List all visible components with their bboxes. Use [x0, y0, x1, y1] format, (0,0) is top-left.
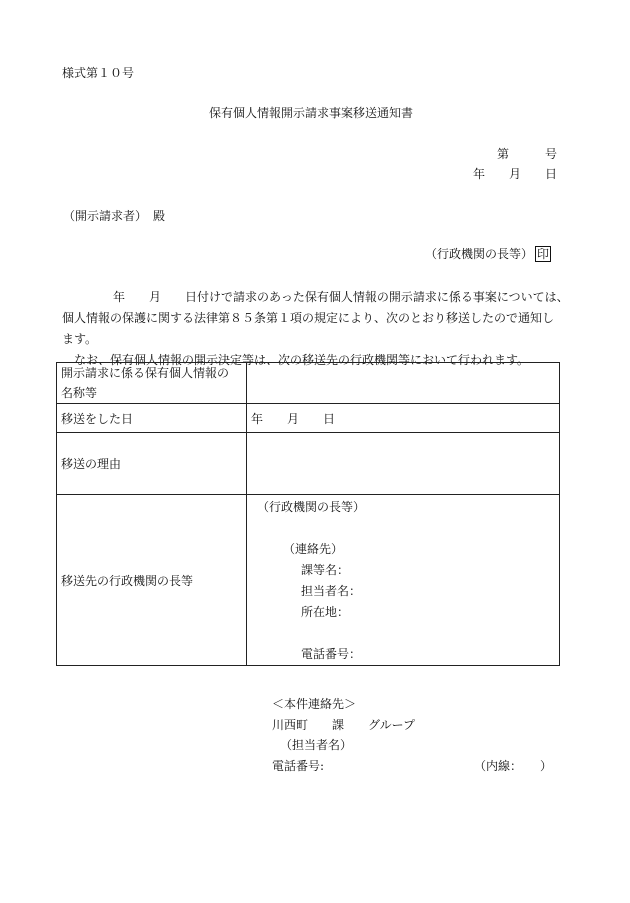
doc-date-year: 年 [473, 167, 486, 181]
body-line-4: なお、保有個人情報の開示決定等は、次の移送先の行政機関等において行われます。 [74, 353, 530, 367]
seal-mark: 印 [537, 247, 550, 261]
row-label-transfer-date: 移送をした日 [57, 404, 247, 433]
sender-line [425, 246, 551, 262]
doc-number-gou: 号 [545, 147, 558, 161]
table-row [57, 404, 560, 433]
doc-date-day: 日 [545, 167, 558, 181]
row-label-transfer-reason: 移送の理由 [57, 433, 247, 495]
doc-number-dai: 第 [497, 147, 510, 161]
destination-phone: 電話番号： [301, 647, 362, 661]
footer-person: （担当者名） [280, 738, 353, 752]
row-value-info-name [247, 363, 560, 404]
footer-extension: （内線： ） [474, 759, 553, 773]
form-number: 様式第１０号 [62, 66, 135, 80]
row-label-destination: 移送先の行政機関の長等 [57, 495, 247, 666]
table-row [57, 433, 560, 495]
footer-heading: ＜本件連絡先＞ [272, 697, 357, 711]
destination-head: （行政機関の長等） [257, 500, 366, 514]
table-row [57, 495, 560, 666]
recipient: （開示請求者） 殿 [63, 209, 166, 223]
doc-date-month: 月 [509, 167, 522, 181]
destination-address: 所在地： [301, 605, 350, 619]
destination-person: 担当者名： [301, 584, 362, 598]
footer-dept: 川西町 課 グループ [272, 718, 416, 732]
body-line-1: 年 月 日付けで請求のあった保有個人情報の開示請求に係る事案については、 [113, 290, 569, 304]
body-paragraph [62, 287, 582, 371]
row-label-info-name: 開示請求に係る保有個人情報の 名称等 [57, 363, 247, 404]
body-line-3: ます。 [62, 332, 98, 346]
row-value-transfer-date: 年 月 日 [247, 404, 560, 433]
row-value-destination [247, 495, 560, 666]
transfer-info-table [56, 362, 560, 666]
row-value-transfer-reason [247, 433, 560, 495]
destination-dept: 課等名： [301, 563, 350, 577]
table-row [57, 363, 560, 404]
footer-phone: 電話番号: [272, 759, 325, 773]
destination-contact: （連絡先） [283, 542, 344, 556]
document-title: 保有個人情報開示請求事案移送通知書 [209, 106, 414, 120]
sender: （行政機関の長等） [425, 247, 534, 261]
body-line-2: 個人情報の保護に関する法律第８５条第１項の規定により、次のとおり移送したので通知し [62, 311, 555, 325]
